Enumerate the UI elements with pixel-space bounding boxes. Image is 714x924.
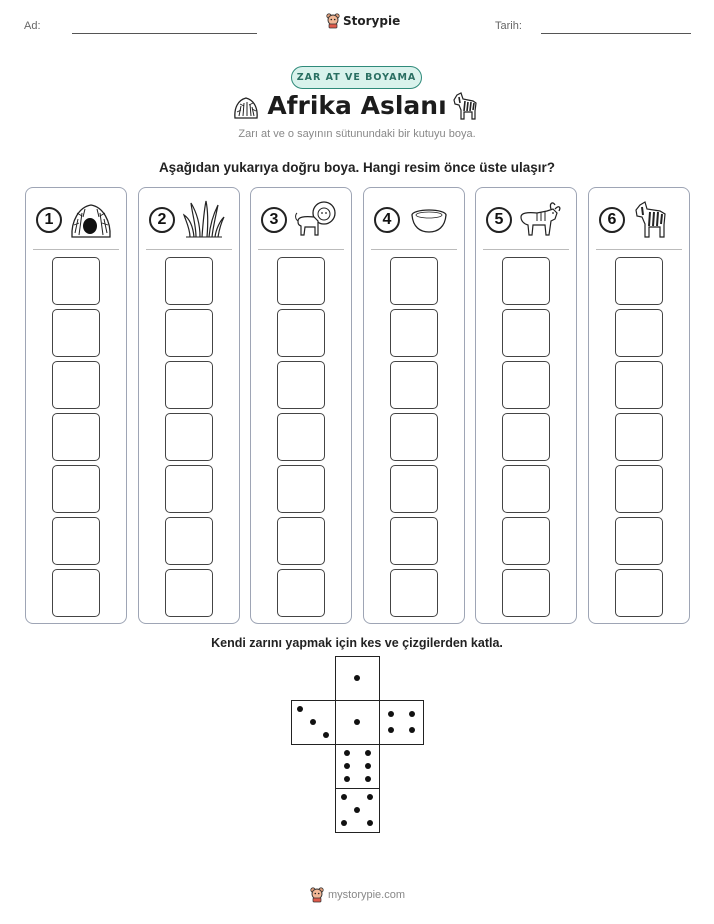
column-number: 4 [374,207,400,233]
color-box[interactable] [502,413,550,461]
die-pip [344,763,350,769]
date-line [541,33,691,34]
column-6 [588,187,690,624]
brand-logo [326,13,400,29]
color-box[interactable] [390,517,438,565]
activity-badge: ZAR AT VE BOYAMA [291,66,422,89]
color-box[interactable] [390,361,438,409]
column-4 [363,187,465,624]
die-pip [341,820,347,826]
color-box[interactable] [502,517,550,565]
die-face-6 [335,744,380,789]
color-box[interactable] [165,465,213,513]
instruction-text: Aşağıdan yukarıya doğru boya. Hangi resim önce üste ulaşır? [158,160,556,175]
color-box[interactable] [615,257,663,305]
column-1 [25,187,127,624]
color-box[interactable] [52,361,100,409]
column-divider [258,249,344,250]
die-pip [354,807,360,813]
color-box[interactable] [277,413,325,461]
die-face-1 [335,656,380,701]
color-box[interactable] [615,309,663,357]
die-pip [354,675,360,681]
lion-den-icon [69,199,113,239]
die-pip [365,763,371,769]
color-box[interactable] [615,465,663,513]
footer-url: mystorypie.com [328,889,406,901]
column-number: 2 [149,207,175,233]
die-pip [409,727,415,733]
footer [310,887,405,903]
color-box[interactable] [277,517,325,565]
color-box[interactable] [165,257,213,305]
color-box[interactable] [165,413,213,461]
column-number: 6 [599,207,625,233]
color-box[interactable] [165,361,213,409]
storypie-mascot-icon [326,13,340,29]
color-box[interactable] [165,309,213,357]
color-box[interactable] [277,465,325,513]
color-box[interactable] [52,257,100,305]
subtitle: Zarı at ve o sayının sütunundaki bir kutuyu boya. [238,128,476,140]
die-pip [310,719,316,725]
die-pip [388,727,394,733]
color-box[interactable] [165,569,213,617]
color-box[interactable] [390,309,438,357]
zebra-icon [451,91,481,121]
color-box[interactable] [277,569,325,617]
die-pip [409,711,415,717]
color-box[interactable] [615,517,663,565]
color-box[interactable] [390,413,438,461]
color-box[interactable] [390,465,438,513]
die-pip [365,750,371,756]
lion-icon [294,199,338,239]
die-pip [344,776,350,782]
column-divider [596,249,682,250]
color-box[interactable] [502,361,550,409]
column-number: 1 [36,207,62,233]
die-face-3 [291,700,336,745]
color-box[interactable] [502,569,550,617]
color-box[interactable] [615,413,663,461]
color-box[interactable] [52,569,100,617]
page-title: Afrika Aslanı [267,91,447,120]
color-box[interactable] [502,257,550,305]
column-divider [483,249,569,250]
color-box[interactable] [52,517,100,565]
color-box[interactable] [52,465,100,513]
brand-name: Storypie [343,14,401,28]
column-divider [33,249,119,250]
wildebeest-icon [519,199,563,239]
column-number: 3 [261,207,287,233]
color-box[interactable] [277,309,325,357]
column-number: 5 [486,207,512,233]
color-box[interactable] [615,361,663,409]
color-box[interactable] [52,413,100,461]
color-box[interactable] [502,309,550,357]
die-pip [354,719,360,725]
die-face-1 [335,700,380,745]
column-2 [138,187,240,624]
color-box[interactable] [277,361,325,409]
die-pip [323,732,329,738]
color-box[interactable] [390,569,438,617]
color-box[interactable] [277,257,325,305]
die-pip [365,776,371,782]
color-box[interactable] [615,569,663,617]
grass-icon [182,199,226,239]
die-face-5 [335,788,380,833]
die-pip [388,711,394,717]
color-box[interactable] [502,465,550,513]
name-line [72,33,257,34]
column-3 [250,187,352,624]
column-5 [475,187,577,624]
name-label: Ad: [24,20,41,32]
die-face-4 [379,700,424,745]
date-label: Tarih: [495,20,522,32]
storypie-mascot-icon [310,887,324,903]
die-instruction: Kendi zarını yapmak için kes ve çizgilerden katla. [211,636,503,650]
die-pip [344,750,350,756]
die-pip [367,794,373,800]
column-divider [146,249,232,250]
color-box[interactable] [390,257,438,305]
zebra-icon [632,199,676,239]
water-bowl-icon [407,199,451,239]
die-pip [341,794,347,800]
die-pip [367,820,373,826]
column-divider [371,249,457,250]
color-box[interactable] [52,309,100,357]
die-pip [297,706,303,712]
color-box[interactable] [165,517,213,565]
